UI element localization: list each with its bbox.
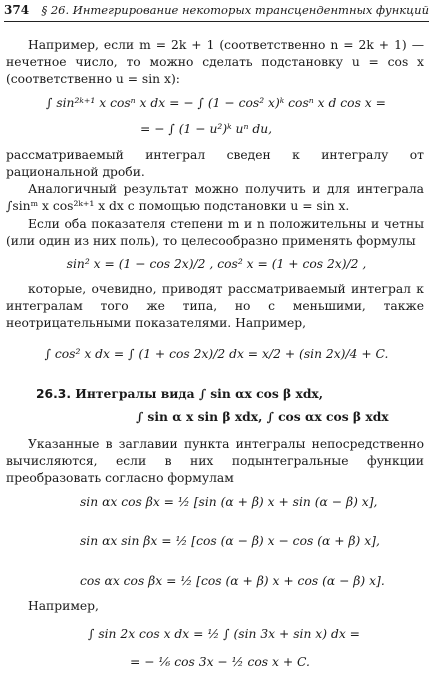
formula-half-angle: sin² x = (1 − cos 2x)/2 , cos² x = (1 + cos 2x)/2 , (66, 257, 367, 271)
paragraph-rational-fraction: рассматриваемый интеграл сведен к интегралу от рациональной дроби. (6, 148, 424, 179)
formula-example-line2: = − ⅙ cos 3x − ½ cos x + C. (130, 655, 310, 669)
paragraph-even-powers: Если оба показателя степени m и n положительны и четны (или один из них поль), то целесообразно применять формулы (6, 217, 424, 248)
page-number: 374 (4, 3, 30, 17)
formula-substitution-line2: = − ∫ (1 − u²)ᵏ uⁿ du, (140, 122, 273, 136)
formula-substitution-line1: ∫ sin²ᵏ⁺¹ x cosⁿ x dx = − ∫ (1 − cos² x)ᵏ cosⁿ x d cos x = (46, 96, 386, 110)
paragraph-example: Например, (28, 599, 99, 613)
running-head: § 26. Интегрирование некоторых трансцендентных функций (41, 3, 429, 17)
formula-cos-cos-product: cos αx cos βx = ½ [cos (α + β) x + cos (α − β) x]. (80, 574, 385, 588)
formula-cos-squared-example: ∫ cos² x dx = ∫ (1 + cos 2x)/2 dx = x/2 + (sin 2x)/4 + C. (44, 347, 389, 361)
section-number: 26.3. (36, 387, 72, 401)
formula-sin-cos-product: sin αx cos βx = ½ [sin (α + β) x + sin (α − β) x], (80, 495, 378, 509)
formula-sin-sin-product: sin αx sin βx = ½ [cos (α − β) x − cos (α + β) x], (80, 534, 380, 548)
page-header (4, 3, 429, 22)
paragraph-substitution: Например, если m = 2k + 1 (соответственно n = 2k + 1) — нечетное число, то можно сделать подстановку u = cos x (соответственно u = sin x): (6, 38, 424, 86)
paragraph-reduction: которые, очевидно, приводят рассматриваемый интеграл к интегралам того же типа, но с меньшими, также неотрицательными показателями. Например, (6, 282, 424, 330)
paragraph-product-formulas: Указанные в заглавии пункта интегралы непосредственно вычисляются, если в них подынтегральные функции преобразовать согласно формулам (6, 437, 424, 485)
section-heading-line1 (36, 384, 323, 404)
section-title-line2: ∫ sin α x sin β xdx, ∫ cos αx cos β xdx (136, 409, 389, 424)
formula-example-line1: ∫ sin 2x cos x dx = ½ ∫ (sin 3x + sin x) dx = (88, 627, 360, 641)
section-title-line1: Интегралы вида ∫ sin αx cos β xdx, (75, 386, 324, 401)
paragraph-analogous-result: Аналогичный результат можно получить и для интеграла ∫sinᵐ x cos²ᵏ⁺¹ x dx с помощью подстановки u = sin x. (6, 182, 424, 213)
